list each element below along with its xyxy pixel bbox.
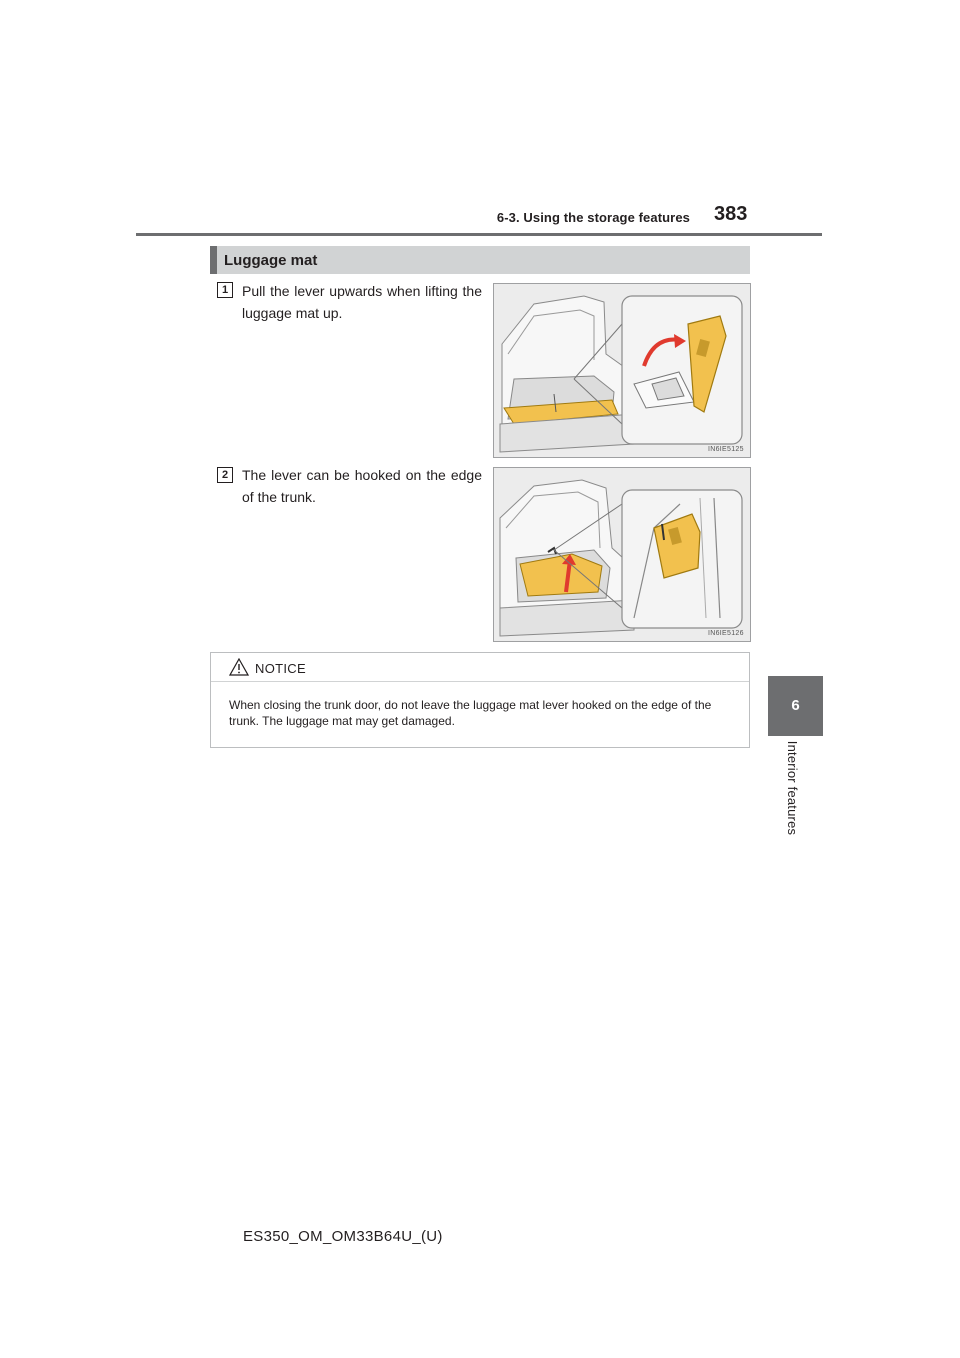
- notice-body: When closing the trunk door, do not leave the luggage mat lever hooked on the edge of the trunk. The luggage mat may get damaged.: [229, 698, 712, 728]
- step-text-2: The lever can be hooked on the edge of the trunk.: [242, 467, 482, 505]
- page-number: 383: [714, 203, 748, 225]
- section-title: Luggage mat: [224, 252, 318, 269]
- step-text-1: Pull the lever upwards when lifting the luggage mat up.: [242, 283, 482, 321]
- running-header: 6-3. Using the storage features: [496, 210, 690, 225]
- notice-header: [211, 653, 749, 682]
- trunk-lift-illustration: [494, 284, 750, 457]
- warning-triangle-icon: [229, 658, 249, 676]
- chapter-tab: 6: [768, 676, 823, 736]
- header-divider: [136, 233, 822, 236]
- section-heading-bar: [210, 246, 750, 274]
- step-number-2: 2: [217, 467, 233, 483]
- section-accent: [210, 246, 217, 274]
- trunk-hook-illustration: [494, 468, 750, 641]
- chapter-label: Interior features: [785, 740, 800, 836]
- figure-code-1: IN6IE5125: [708, 446, 744, 453]
- manual-code: ES350_OM_OM33B64U_(U): [243, 1228, 443, 1245]
- figure-lift-lever: [493, 283, 751, 458]
- notice-title: NOTICE: [255, 661, 306, 676]
- step-number-1: 1: [217, 282, 233, 298]
- figure-hook-lever: [493, 467, 751, 642]
- notice-box: [210, 652, 750, 748]
- figure-code-2: IN6IE5126: [708, 630, 744, 637]
